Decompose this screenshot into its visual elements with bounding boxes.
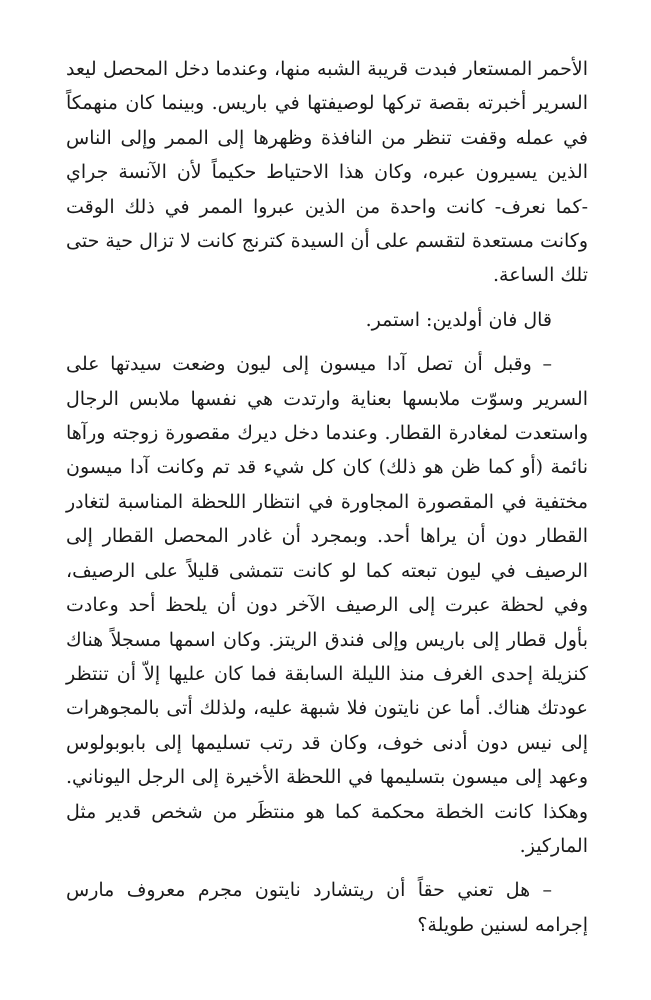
body-text — [66, 52, 588, 942]
paragraph-3: – وقبل أن تصل آدا ميسون إلى ليون وضعت سيدتها على السرير وسوّت ملابسها بعناية وارتدت هي نفسها ملابس الرجال واستعدت لمغادرة القطار. وعندما دخل ديرك مقصورة زوجته ورآها نائمة (أو كما ظن هو ذلك) كان كل شيء قد تم وكانت آدا ميسون مختفية في المقصورة المجاورة في انتظار اللحظة المناسبة لتغادر القطار دون أن يراها أحد. وبمجرد أن غادر المحصل القطار إلى الرصيف في ليون تبعته كما لو كانت تتمشى قليلاً على الرصيف، وفي لحظة عبرت إلى الرصيف الآخر دون أن يلحظ أحد وعادت بأول قطار إلى باريس وإلى فندق الريتز. وكان اسمها مسجلاً هناك كنزيلة إحدى الغرف منذ الليلة السابقة فما كان عليها إلاّ أن تنتظر عودتك هناك. أما عن نايتون فلا شبهة عليه، ولذلك أتى بالمجوهرات إلى نيس دون أدنى خوف، وكان قد رتب تسليمها إلى بابوبولوس وعهد إلى ميسون بتسليمها في اللحظة الأخيرة إلى الرجل اليوناني. وهكذا كانت الخطة محكمة كما هو منتظَر من شخص قدير مثل الماركيز. — [66, 353, 588, 857]
paragraph-4: – هل تعني حقاً أن ريتشارد نايتون مجرم معروف مارس إجرامه لسنين طويلة؟ — [66, 879, 588, 936]
paragraph-2: قال فان أولدين: استمر. — [365, 308, 552, 331]
paragraph-1: الأحمر المستعار فبدت قريبة الشبه منها، وعندما دخل المحصل ليعد السرير أخبرته بقصة تركها لوصيفتها في باريس. وبينما كان منهمكاً في عمله وقفت تنظر من النافذة وظهرها إلى الممر وإلى الناس الذين يسيرون عبره، وكان هذا الاحتياط حكيماً لأن الآنسة جراي -كما نعرف- كانت واحدة من الذين عبروا الممر في ذلك الوقت وكانت مستعدة لتقسم على أن السيدة كترنج كانت لا تزال حية حتى تلك الساعة. — [66, 58, 588, 287]
